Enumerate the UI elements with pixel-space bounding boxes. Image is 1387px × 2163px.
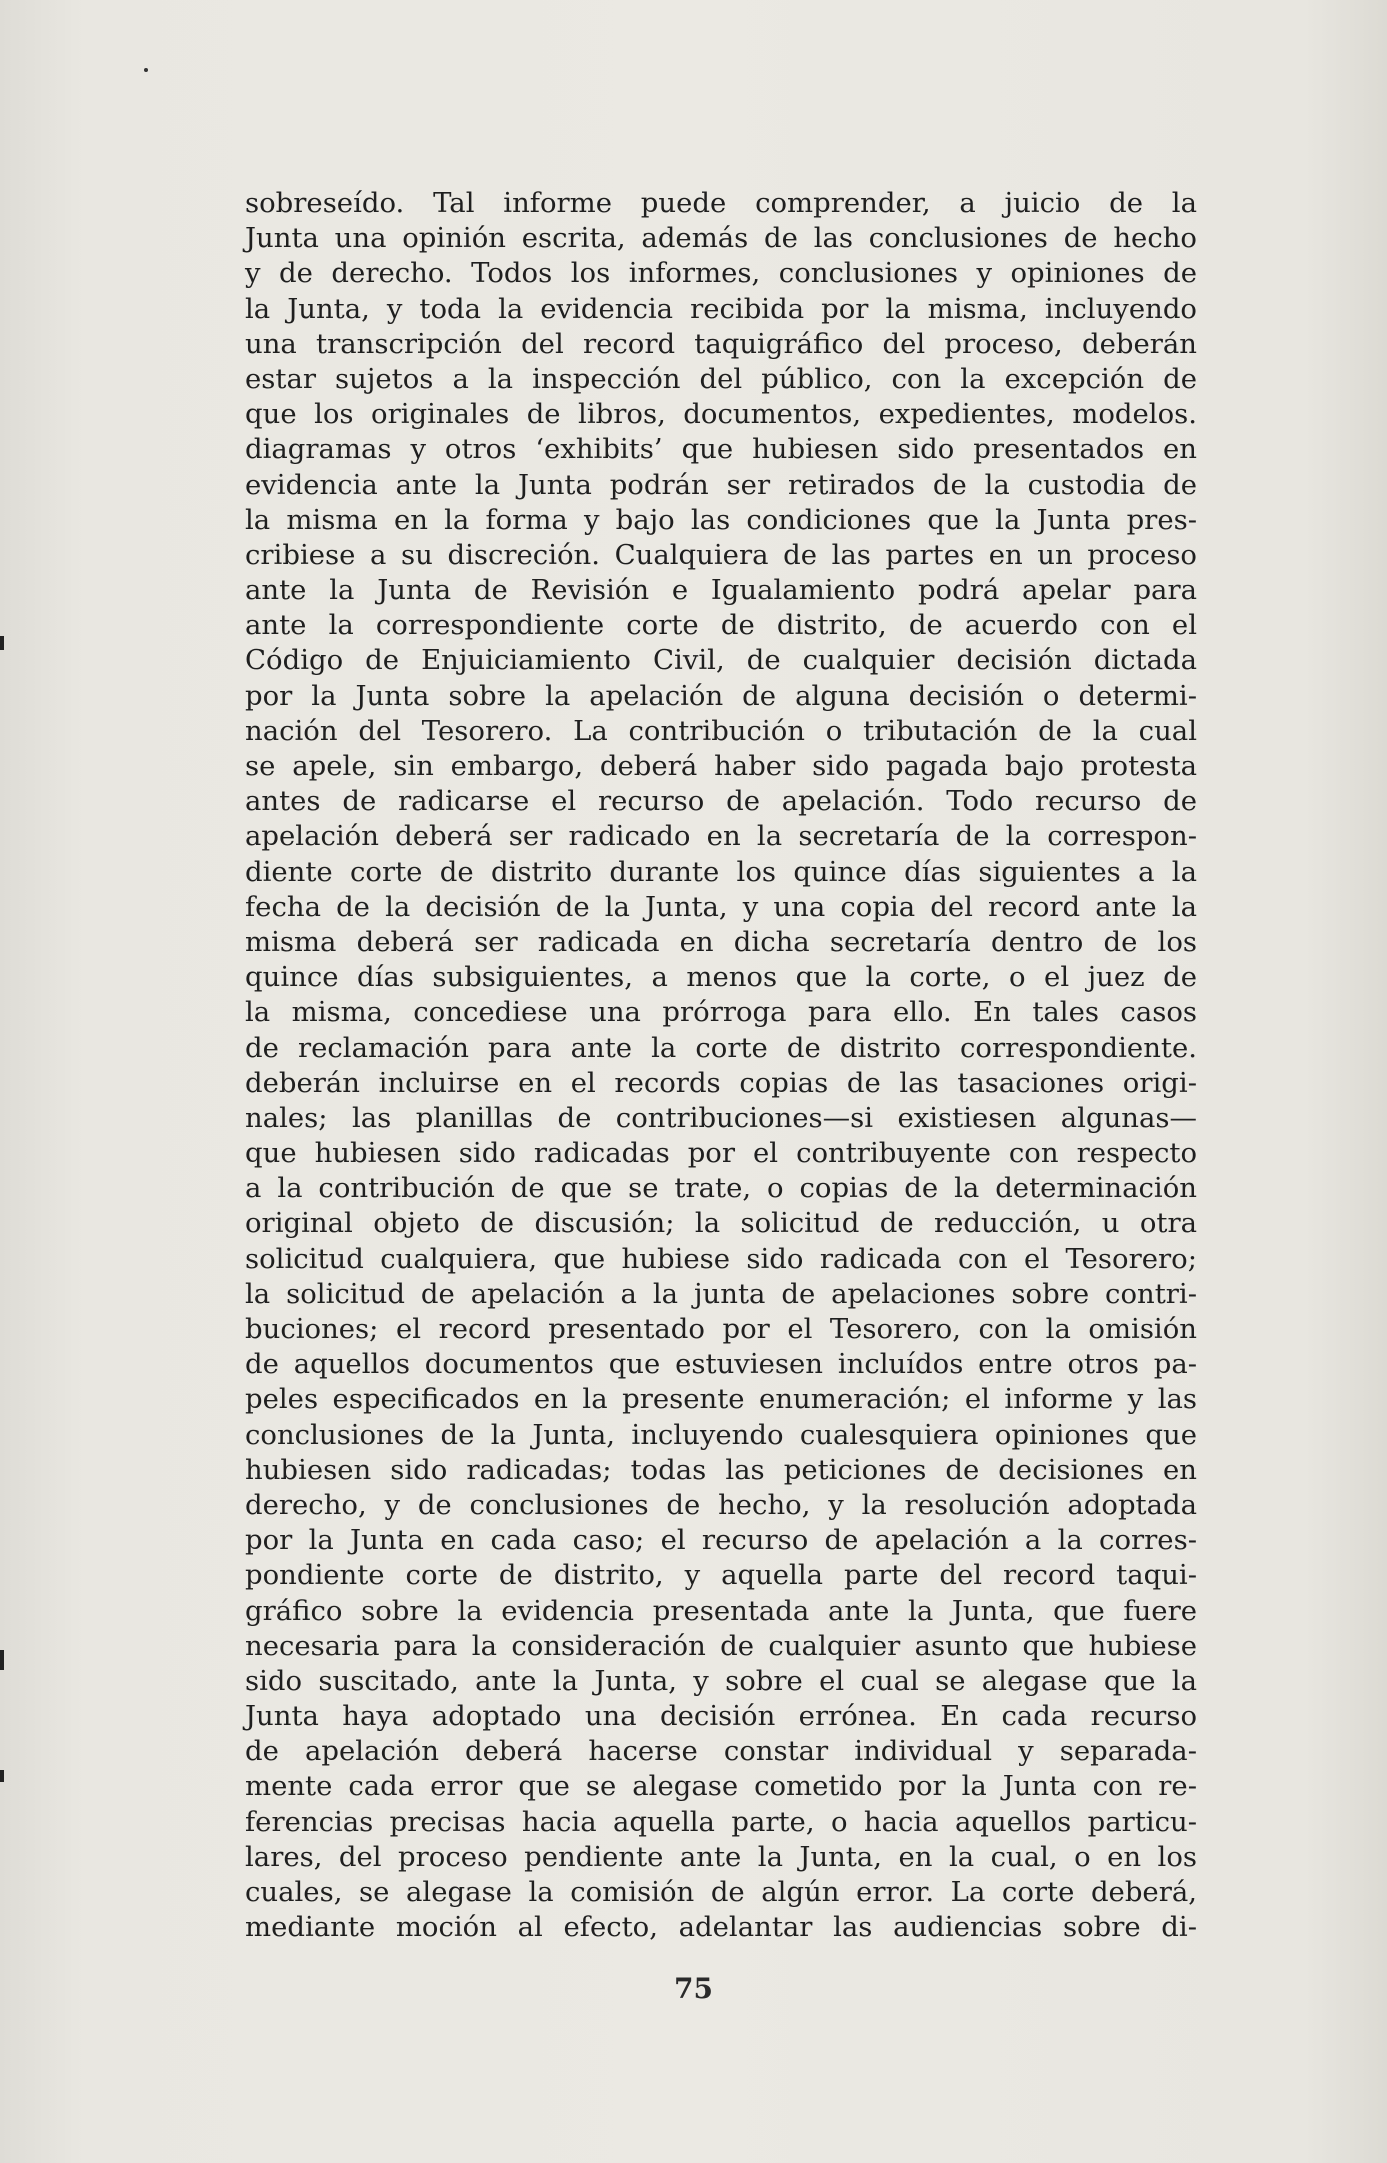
text-line: que los originales de libros, documentos, expedientes, modelos. bbox=[245, 398, 1197, 431]
text-line: de aquellos documentos que estuviesen incluídos entre otros pa- bbox=[245, 1348, 1197, 1381]
text-line: ferencias precisas hacia aquella parte, o hacia aquellos particu- bbox=[245, 1805, 1197, 1838]
text-line: necesaria para la consideración de cualquier asunto que hubiese bbox=[245, 1629, 1197, 1662]
text-line: la misma, concediese una prórroga para ello. En tales casos bbox=[245, 996, 1197, 1029]
binding-edge-mark bbox=[0, 1770, 4, 1782]
text-line: de reclamación para ante la corte de distrito correspondiente. bbox=[245, 1031, 1197, 1064]
text-line: solicitud cualquiera, que hubiese sido radicada con el Tesorero; bbox=[245, 1242, 1197, 1275]
text-line: buciones; el record presentado por el Tesorero, con la omisión bbox=[245, 1313, 1197, 1345]
binding-edge-mark bbox=[0, 1650, 4, 1670]
text-line: derecho, y de conclusiones de hecho, y la resolución adoptada bbox=[245, 1488, 1197, 1521]
text-line: la Junta, y toda la evidencia recibida por la misma, incluyendo bbox=[245, 292, 1197, 325]
page-number: 75 bbox=[674, 1972, 713, 2005]
text-line: la solicitud de apelación a la junta de apelaciones sobre contri- bbox=[245, 1277, 1197, 1310]
body-text bbox=[245, 186, 1197, 1945]
text-line: gráfico sobre la evidencia presentada ante la Junta, que fuere bbox=[245, 1594, 1197, 1627]
text-line: y de derecho. Todos los informes, conclusiones y opiniones de bbox=[245, 257, 1197, 290]
text-line: cribiese a su discreción. Cualquiera de las partes en un proceso bbox=[245, 538, 1197, 571]
text-line: a la contribución de que se trate, o copias de la determinación bbox=[245, 1172, 1197, 1205]
text-line: apelación deberá ser radicado en la secretaría de la correspon- bbox=[245, 820, 1197, 853]
text-line: Junta una opinión escrita, además de las conclusiones de hecho bbox=[245, 222, 1197, 255]
text-line: deberán incluirse en el records copias de las tasaciones origi- bbox=[245, 1066, 1197, 1099]
text-line: sido suscitado, ante la Junta, y sobre el cual se alegase que la bbox=[245, 1664, 1197, 1697]
text-line: que hubiesen sido radicadas por el contribuyente con respecto bbox=[245, 1137, 1197, 1170]
text-line: estar sujetos a la inspección del público, con la excepción de bbox=[245, 362, 1197, 395]
text-line: hubiesen sido radicadas; todas las peticiones de decisiones en bbox=[245, 1453, 1197, 1486]
text-line: peles especificados en la presente enumeración; el informe y las bbox=[245, 1383, 1197, 1416]
text-line: una transcripción del record taquigráfico del proceso, deberán bbox=[245, 327, 1197, 360]
text-line: evidencia ante la Junta podrán ser retirados de la custodia de bbox=[245, 468, 1197, 501]
text-line: por la Junta sobre la apelación de alguna decisión o determi- bbox=[245, 679, 1197, 712]
text-line: cuales, se alegase la comisión de algún error. La corte deberá, bbox=[245, 1876, 1197, 1908]
text-line: misma deberá ser radicada en dicha secretaría dentro de los bbox=[245, 925, 1197, 958]
text-line: ante la Junta de Revisión e Igualamiento podrá apelar para bbox=[245, 574, 1197, 607]
text-line: antes de radicarse el recurso de apelación. Todo recurso de bbox=[245, 785, 1197, 818]
text-line: quince días subsiguientes, a menos que la corte, o el juez de bbox=[245, 961, 1197, 994]
text-line: nales; las planillas de contribuciones—si existiesen algunas— bbox=[245, 1101, 1197, 1134]
text-line: diagramas y otros ‘exhibits’ que hubiesen sido presentados en bbox=[245, 433, 1197, 466]
text-line: pondiente corte de distrito, y aquella parte del record taqui- bbox=[245, 1559, 1197, 1592]
text-line: Junta haya adoptado una decisión errónea. En cada recurso bbox=[245, 1700, 1197, 1733]
text-line: nación del Tesorero. La contribución o tributación de la cual bbox=[245, 714, 1197, 747]
text-line: mediante moción al efecto, adelantar las audiencias sobre di- bbox=[245, 1911, 1197, 1944]
text-line: ante la correspondiente corte de distrito, de acuerdo con el bbox=[245, 609, 1197, 642]
text-line: se apele, sin embargo, deberá haber sido pagada bajo protesta bbox=[245, 750, 1197, 782]
text-line: lares, del proceso pendiente ante la Junta, en la cual, o en los bbox=[245, 1840, 1197, 1873]
text-line: mente cada error que se alegase cometido por la Junta con re- bbox=[245, 1770, 1197, 1803]
paper-speck bbox=[144, 68, 148, 72]
text-line: Código de Enjuiciamiento Civil, de cualquier decisión dictada bbox=[245, 644, 1197, 677]
text-line: sobreseído. Tal informe puede comprender, a juicio de la bbox=[245, 187, 1197, 219]
text-line: diente corte de distrito durante los quince días siguientes a la bbox=[245, 855, 1197, 888]
text-line: por la Junta en cada caso; el recurso de apelación a la corres- bbox=[245, 1524, 1197, 1557]
text-line: de apelación deberá hacerse constar individual y separada- bbox=[245, 1735, 1197, 1768]
text-line: conclusiones de la Junta, incluyendo cualesquiera opiniones que bbox=[245, 1418, 1197, 1451]
text-line: la misma en la forma y bajo las condiciones que la Junta pres- bbox=[245, 503, 1197, 536]
binding-edge-mark bbox=[0, 636, 4, 650]
text-line: original objeto de discusión; la solicitud de reducción, u otra bbox=[245, 1207, 1197, 1240]
text-line: fecha de la decisión de la Junta, y una copia del record ante la bbox=[245, 890, 1197, 923]
